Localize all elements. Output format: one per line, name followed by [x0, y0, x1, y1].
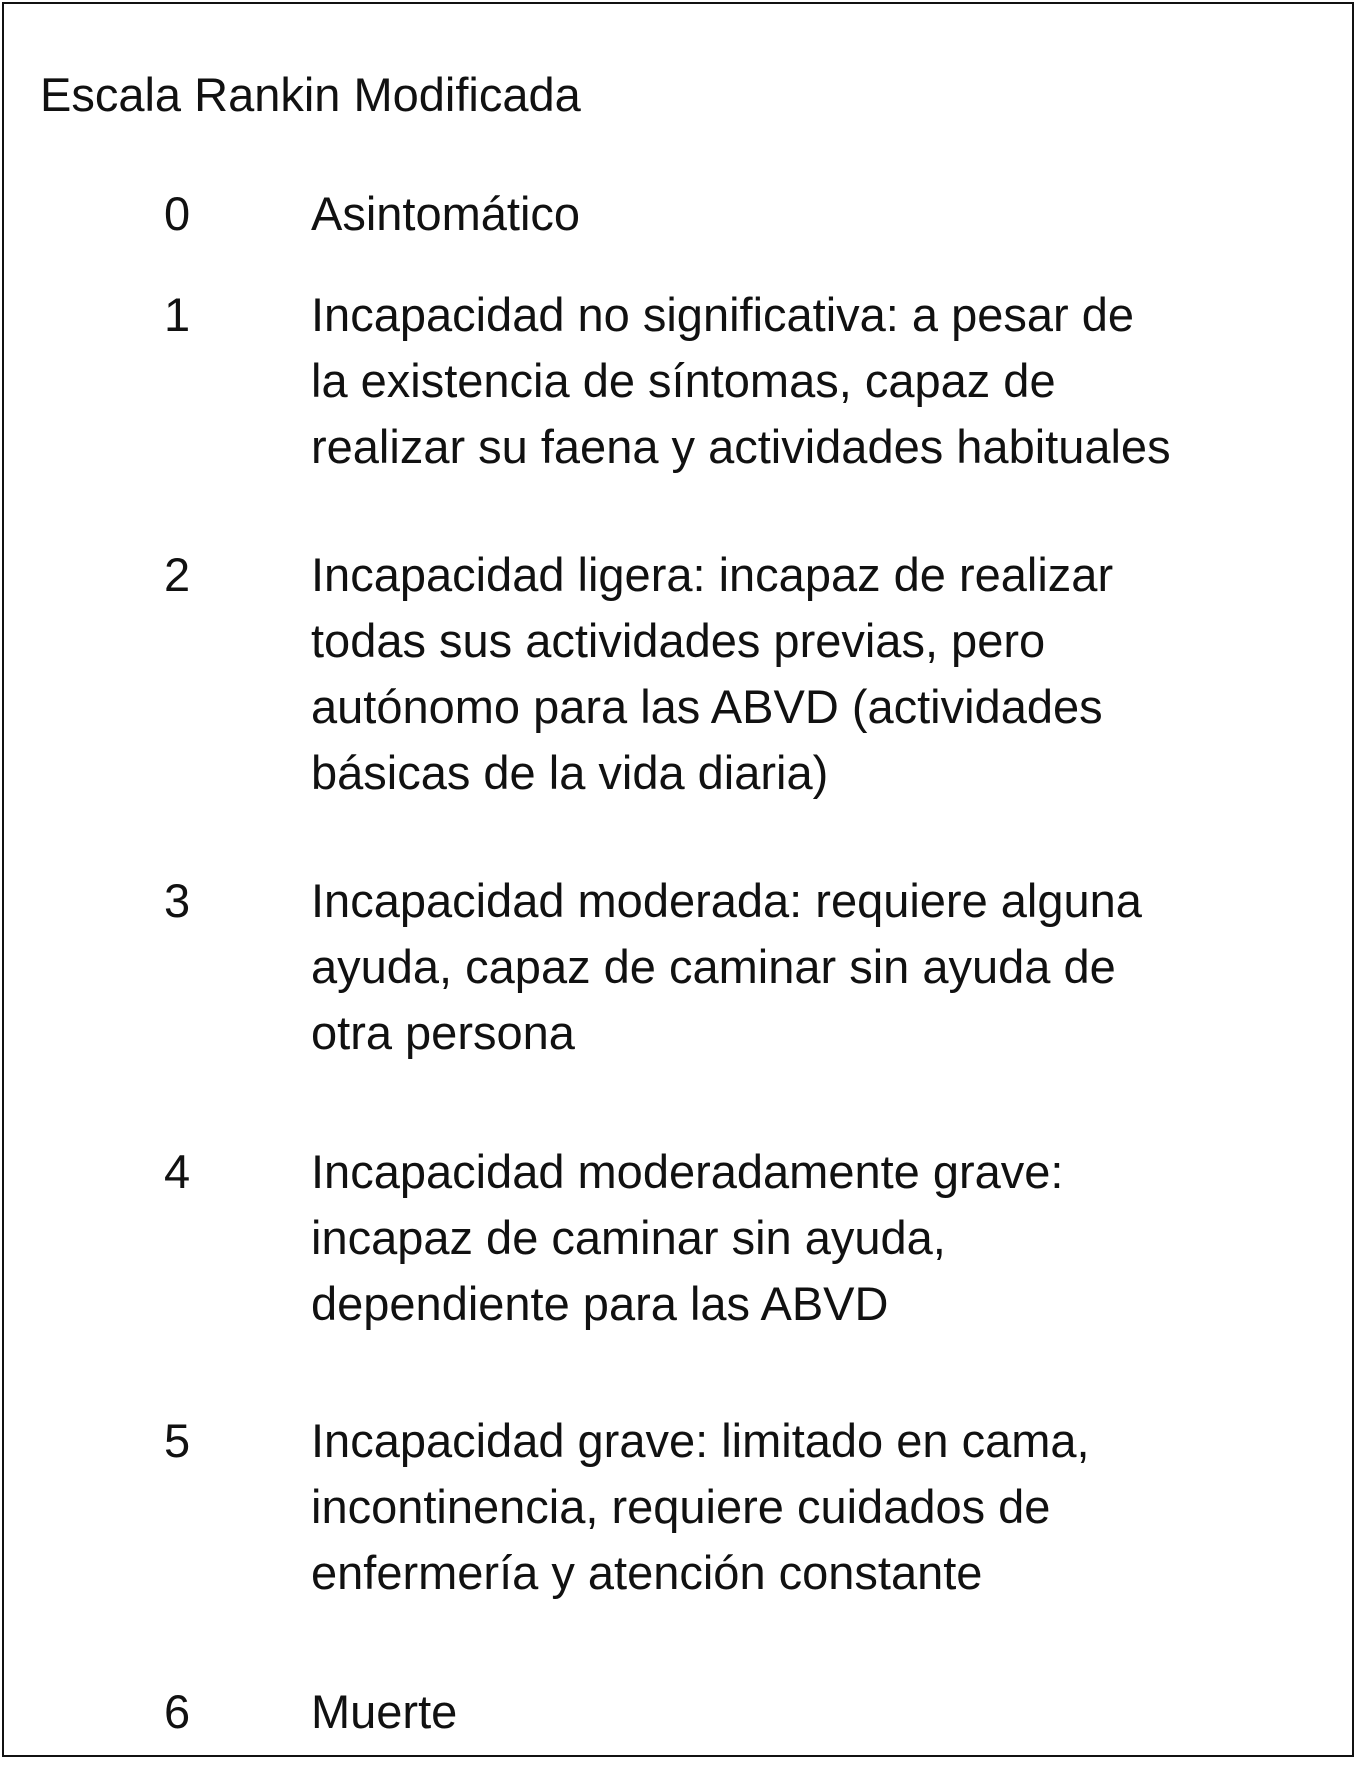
scale-table-frame	[2, 2, 1354, 1757]
scale-score: 5	[164, 1414, 191, 1467]
scale-title: Escala Rankin Modificada	[40, 68, 581, 121]
scale-description: Incapacidad ligera: incapaz de realizar todas sus actividades previas, pero autónomo para las ABVD (actividades básicas de la vida diaria)	[311, 548, 1114, 799]
scale-description: Incapacidad moderada: requiere alguna ayuda, capaz de caminar sin ayuda de otra persona	[311, 874, 1142, 1059]
scale-score: 0	[164, 187, 191, 240]
scale-description: Asintomático	[311, 187, 581, 240]
scale-score: 3	[164, 874, 191, 927]
scale-score: 4	[164, 1145, 191, 1198]
scale-score: 6	[164, 1685, 191, 1738]
scale-description: Muerte	[311, 1685, 458, 1738]
scale-description: Incapacidad grave: limitado en cama, incontinencia, requiere cuidados de enfermería y atención constante	[311, 1414, 1090, 1599]
scale-description: Incapacidad moderadamente grave: incapaz de caminar sin ayuda, dependiente para las ABVD	[311, 1145, 1064, 1330]
scale-score: 2	[164, 548, 191, 601]
scale-description: Incapacidad no significativa: a pesar de la existencia de síntomas, capaz de realizar su faena y actividades habituales	[311, 288, 1171, 473]
scale-score: 1	[164, 288, 191, 341]
